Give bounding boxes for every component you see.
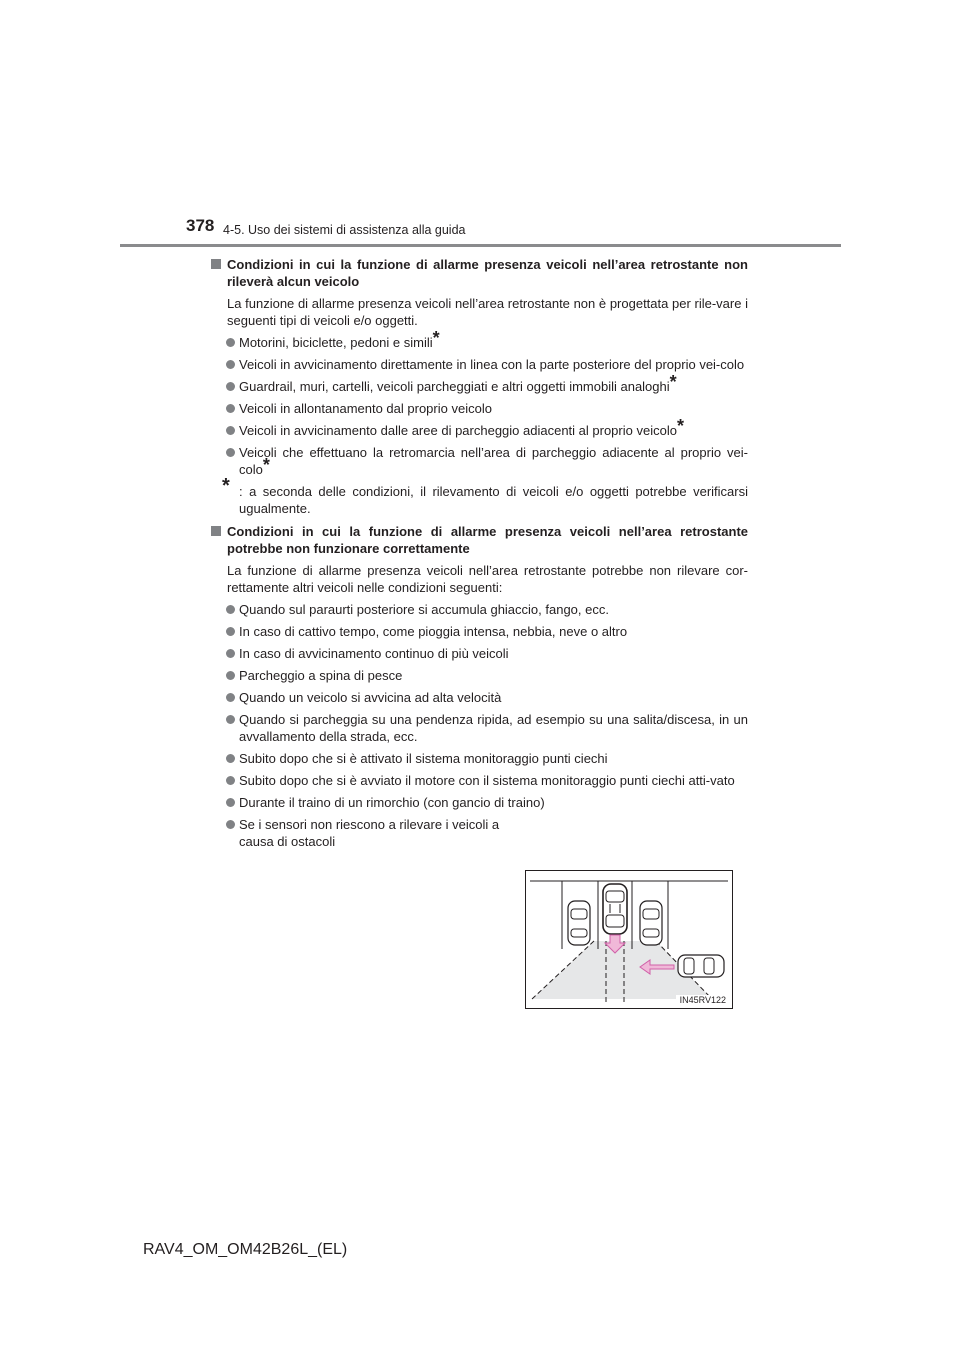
bullet-dot-icon bbox=[226, 754, 235, 763]
bullet-dot-icon bbox=[226, 360, 235, 369]
footnote-asterisk: * bbox=[222, 475, 230, 497]
figure-code: IN45RV122 bbox=[679, 995, 726, 1005]
list-item bbox=[211, 356, 748, 373]
list-item bbox=[211, 667, 748, 684]
main-content bbox=[211, 256, 748, 855]
list-item-text: Subito dopo che si è avviato il motore con il sistema monitoraggio punti ciechi atti-vato bbox=[239, 773, 735, 788]
asterisk-mark: * bbox=[262, 455, 270, 475]
parked-car-right bbox=[640, 901, 662, 945]
footnote-text: : a seconda delle condizioni, il rilevamento di veicoli e/o oggetti potrebbe verificarsi ugualmente. bbox=[239, 484, 748, 516]
list-item bbox=[211, 772, 748, 789]
list-item bbox=[211, 372, 748, 395]
list-item-text: Quando sul paraurti posteriore si accumula ghiaccio, fango, ecc. bbox=[239, 602, 609, 617]
section-heading bbox=[211, 523, 748, 557]
list-item bbox=[211, 816, 524, 850]
bullet-dot-icon bbox=[226, 338, 235, 347]
bullet-dot-icon bbox=[226, 605, 235, 614]
bullet-dot-icon bbox=[226, 776, 235, 785]
bullet-dot-icon bbox=[226, 649, 235, 658]
bullet-dot-icon bbox=[226, 715, 235, 724]
asterisk-mark: * bbox=[432, 328, 440, 348]
bullet-dot-icon bbox=[226, 627, 235, 636]
list-item-text: Veicoli in allontanamento dal proprio veicolo bbox=[239, 401, 492, 416]
list-item bbox=[211, 689, 748, 706]
list-item-text: In caso di avvicinamento continuo di più veicoli bbox=[239, 646, 509, 661]
bullet-dot-icon bbox=[226, 671, 235, 680]
parked-car-left bbox=[568, 901, 590, 945]
bullet-dot-icon bbox=[226, 820, 235, 829]
bullet-dot-icon bbox=[226, 426, 235, 435]
approaching-car bbox=[678, 955, 724, 977]
list-item bbox=[211, 328, 748, 351]
section-heading-text: Condizioni in cui la funzione di allarme presenza veicoli nell’area retrostante non rileverà alcun veicolo bbox=[227, 257, 748, 289]
bullet-dot-icon bbox=[226, 693, 235, 702]
page-number: 378 bbox=[186, 216, 215, 235]
own-car bbox=[603, 884, 627, 934]
list-item-text: Veicoli che effettuano la retromarcia nell’area di parcheggio adiacente al proprio vei-colo bbox=[239, 445, 748, 477]
paragraph: La funzione di allarme presenza veicoli nell’area retrostante potrebbe non rilevare cor-rettamente altri veicoli nelle condizioni seguenti: bbox=[227, 563, 748, 595]
bullet-dot-icon bbox=[226, 798, 235, 807]
parking-diagram bbox=[526, 871, 732, 1008]
section-heading-text: Condizioni in cui la funzione di allarme presenza veicoli nell’area retrostante potrebbe non funzionare correttamente bbox=[227, 524, 748, 556]
paragraph: La funzione di allarme presenza veicoli nell’area retrostante non è progettata per rile-vare i seguenti tipi di veicoli e/o oggetti. bbox=[227, 296, 748, 328]
header-rule bbox=[120, 244, 841, 247]
list-item-text: Subito dopo che si è attivato il sistema monitoraggio punti ciechi bbox=[239, 751, 608, 766]
bullet-dot-icon bbox=[226, 404, 235, 413]
list-item-text: Se i sensori non riescono a rilevare i veicoli a causa di ostacoli bbox=[239, 817, 500, 849]
list-item-text: Veicoli in avvicinamento dalle aree di parcheggio adiacenti al proprio veicolo bbox=[239, 423, 677, 438]
list-item bbox=[211, 400, 748, 417]
list-item bbox=[211, 623, 748, 640]
running-header: 4-5. Uso dei sistemi di assistenza alla guida bbox=[223, 223, 466, 237]
list-item bbox=[211, 444, 748, 478]
square-bullet-icon bbox=[211, 526, 221, 536]
asterisk-mark: * bbox=[669, 372, 677, 392]
list-item-text: Guardrail, muri, cartelli, veicoli parcheggiati e altri oggetti immobili analoghi bbox=[239, 379, 670, 394]
footer-document-code: RAV4_OM_OM42B26L_(EL) bbox=[143, 1241, 348, 1258]
figure-illustration bbox=[525, 870, 733, 1009]
list-item bbox=[211, 794, 748, 811]
list-item bbox=[211, 645, 748, 662]
list-item-text: Quando si parcheggia su una pendenza ripida, ad esempio su una salita/discesa, in un avvallamento della strada, ecc. bbox=[239, 712, 748, 744]
list-item-text: In caso di cattivo tempo, come pioggia intensa, nebbia, neve o altro bbox=[239, 624, 628, 639]
bullet-dot-icon bbox=[226, 448, 235, 457]
list-item bbox=[211, 750, 748, 767]
footnote bbox=[211, 475, 748, 517]
square-bullet-icon bbox=[211, 259, 221, 269]
list-item-text: Quando un veicolo si avvicina ad alta velocità bbox=[239, 690, 502, 705]
asterisk-mark: * bbox=[676, 416, 684, 436]
list-item bbox=[211, 711, 748, 745]
bullet-dot-icon bbox=[226, 382, 235, 391]
section-heading bbox=[211, 256, 748, 290]
list-item-text: Veicoli in avvicinamento direttamente in linea con la parte posteriore del proprio vei-colo bbox=[239, 357, 745, 372]
list-item-text: Parcheggio a spina di pesce bbox=[239, 668, 403, 683]
list-item bbox=[211, 416, 748, 439]
list-item bbox=[211, 601, 748, 618]
list-item-text: Durante il traino di un rimorchio (con gancio di traino) bbox=[239, 795, 545, 810]
list-item-text: Motorini, biciclette, pedoni e simili bbox=[239, 335, 433, 350]
